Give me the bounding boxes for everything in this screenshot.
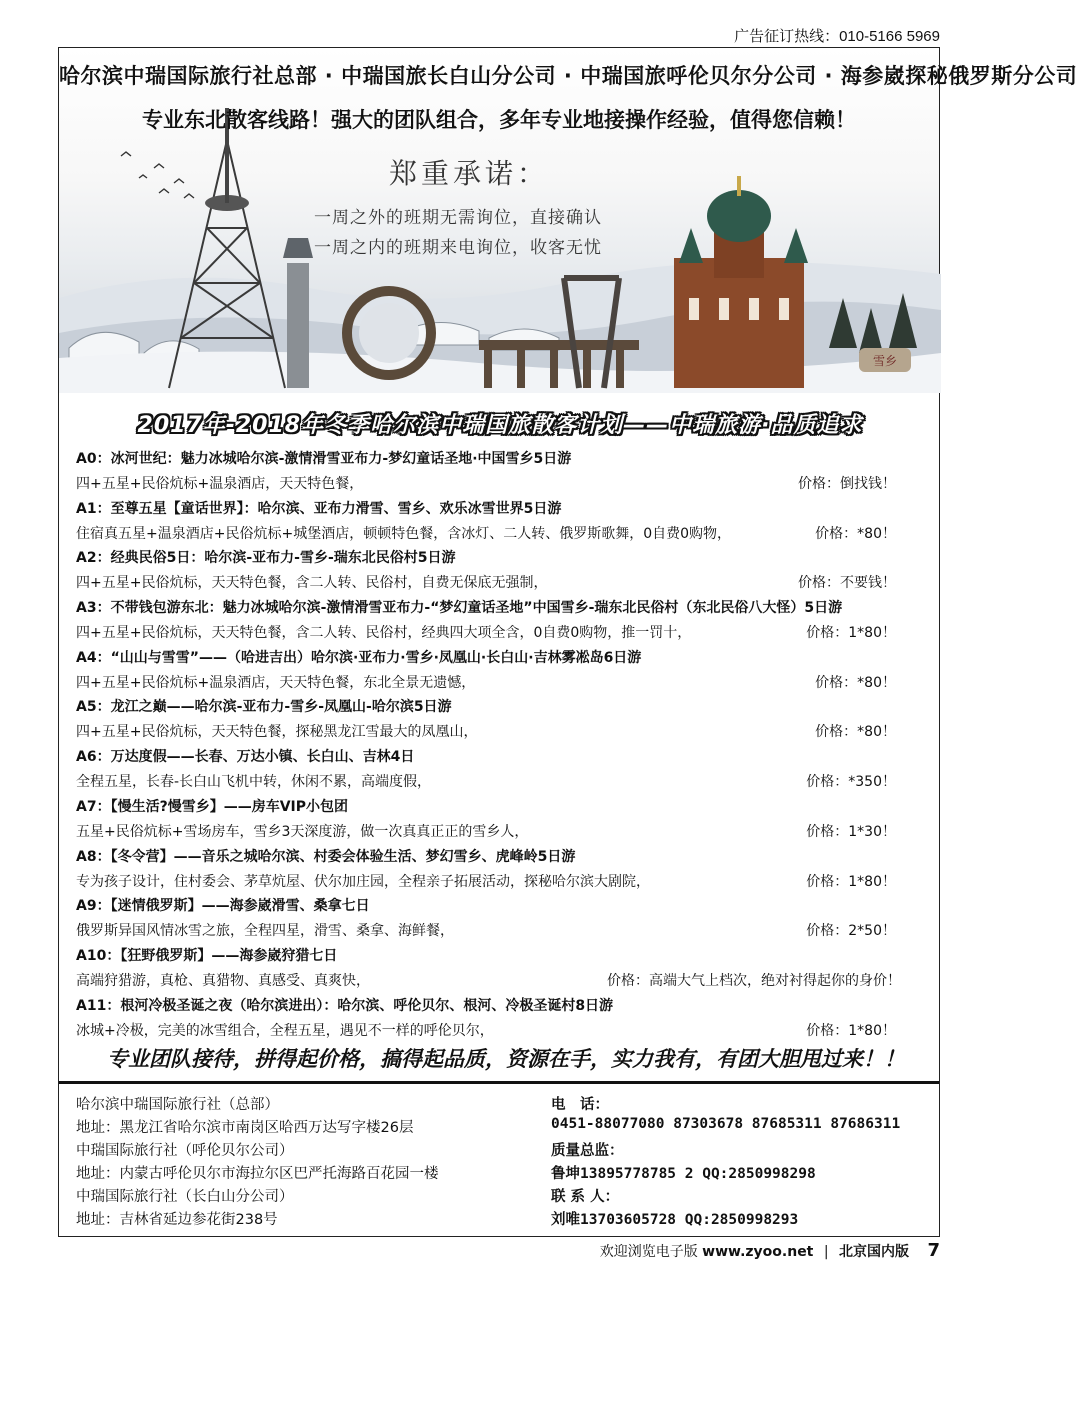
route-desc: 高端狩猎游，真枪、真猎物、真感受、真爽快，: [76, 972, 370, 989]
contact-person: 刘唯13703605728 QQ:2850998293: [551, 1212, 799, 1228]
route-price: 价格：*80！: [815, 525, 896, 542]
site-link[interactable]: www.zyoo.net: [702, 1244, 814, 1260]
route-item: [76, 895, 931, 945]
promise-title: 郑重承诺：: [389, 157, 550, 190]
company-line: 哈尔滨中瑞国际旅行社总部 · 中瑞国旅长白山分公司 · 中瑞国旅呼伦贝尔分公司 · 海参崴探秘俄罗斯分公司: [59, 64, 1077, 88]
phone-numbers: 0451-88077080 87303678 87685311 87686311: [551, 1116, 901, 1132]
office-address: 地址：黑龙江省哈尔滨市南岗区哈西万达写字楼26层: [76, 1120, 414, 1136]
contact-info: [551, 1093, 900, 1231]
route-price: 价格：高端大气上档次，绝对衬得起你的身价！: [607, 972, 901, 989]
office-name: 中瑞国际旅行社（呼伦贝尔公司）: [76, 1143, 294, 1159]
route-price: 价格：1*30！: [806, 823, 896, 840]
route-title: A3：不带钱包游东北：魅力冰城哈尔滨-激情滑雪亚布力-“梦幻童话圣地”中国雪乡-瑞东北民俗村（东北民俗八大怪）5日游: [76, 600, 843, 617]
route-item: [76, 796, 931, 846]
section-divider: [59, 1081, 939, 1084]
route-title: A6：万达度假——长春、万达小镇、长白山、吉林4日: [76, 749, 415, 766]
footer-separator: |: [823, 1244, 829, 1260]
route-price: 价格：1*80！: [806, 625, 896, 642]
route-price: 价格：*350！: [806, 774, 896, 791]
stone-inscription: 雪乡: [872, 354, 898, 368]
route-item: [76, 846, 931, 896]
closing-slogan: 专业团队接待，拼得起价格，搞得起品质，资源在手，实力我有，有团大胆甩过来！！: [107, 1047, 905, 1071]
route-item: [76, 696, 931, 746]
route-price: 价格：不要钱！: [798, 575, 896, 592]
route-title: A8：【冬令营】——音乐之城哈尔滨、村委会体验生活、梦幻雪乡、虎峰岭5日游: [76, 848, 576, 865]
contact-label: 联 系 人：: [551, 1189, 620, 1205]
route-desc: 俄罗斯异国风情冰雪之旅，全程四星，滑雪、桑拿、海鲜餐，: [76, 923, 454, 940]
route-desc: 五星+民俗炕标+雪场房车，雪乡3天深度游，做一次真真正正的雪乡人，: [76, 823, 529, 840]
office-addresses: [76, 1093, 439, 1231]
page-footer: [600, 1240, 940, 1261]
office-address: 地址：内蒙古呼伦贝尔市海拉尔区巴严托海路百花园一楼: [76, 1166, 439, 1182]
plan-banner: 2017年-2018年冬季哈尔滨中瑞国旅散客计划——中瑞旅游·品质追求: [137, 413, 863, 438]
office-name: 中瑞国际旅行社（长白山分公司）: [76, 1189, 294, 1205]
page-number: 7: [927, 1240, 940, 1261]
hero-banner: [59, 48, 1077, 393]
ad-frame: [58, 47, 1077, 1237]
route-item: [76, 945, 931, 995]
route-item: [76, 746, 931, 796]
route-list: [76, 448, 931, 1044]
route-title: A4：“山山与雪雪”——（哈进吉出）哈尔滨·亚布力·雪乡·凤凰山·长白山·吉林雾凇岛6日游: [76, 649, 642, 666]
route-title: A1：至尊五星【童话世界】：哈尔滨、亚布力滑雪、雪乡、欢乐冰雪世界5日游: [76, 500, 562, 517]
route-title: A9：【迷情俄罗斯】——海参崴滑雪、桑拿七日: [76, 898, 370, 915]
route-item: [76, 498, 931, 548]
route-desc: 专为孩子设计，住村委会、茅草炕屋、伏尔加庄园，全程亲子拓展活动，探秘哈尔滨大剧院，: [76, 873, 650, 890]
route-desc: 四+五星+民俗炕标，天天特色餐，探秘黑龙江雪最大的凤凰山，: [76, 724, 478, 741]
route-item: [76, 547, 931, 597]
promise-line-1: 一周之外的班期无需询位，直接确认: [314, 208, 602, 228]
route-title: A5：龙江之巅——哈尔滨-亚布力-雪乡-凤凰山-哈尔滨5日游: [76, 699, 452, 716]
route-desc: 四+五星+民俗炕标，天天特色餐，含二人转、民俗村，经典四大项全含，0自费0购物，推一罚十，: [76, 625, 692, 642]
route-desc: 冰城+冷极，完美的冰雪组合，全程五星，遇见不一样的呼伦贝尔，: [76, 1022, 494, 1039]
route-title: A2：经典民俗5日：哈尔滨-亚布力-雪乡-瑞东北民俗村5日游: [76, 550, 456, 567]
route-title: A10：【狂野俄罗斯】——海参崴狩猎七日: [76, 947, 338, 964]
ad-hotline: 广告征订热线：010-5166 5969: [734, 28, 940, 45]
route-title: A7：【慢生活?慢雪乡】——房车VIP小包团: [76, 798, 349, 815]
office-name: 哈尔滨中瑞国际旅行社（总部）: [76, 1097, 279, 1113]
promise-line-2: 一周之内的班期来电询位，收客无忧: [314, 238, 602, 258]
route-title: A0：冰河世纪：魅力冰城哈尔滨-激情滑雪亚布力-梦幻童话圣地·中国雪乡5日游: [76, 451, 572, 467]
route-price: 价格：1*80！: [806, 1022, 896, 1039]
route-item: [76, 647, 931, 697]
route-price: 价格：2*50！: [806, 923, 896, 940]
qa-label: 质量总监：: [551, 1143, 624, 1159]
route-price: 价格：1*80！: [806, 873, 896, 890]
route-desc: 四+五星+民俗炕标+温泉酒店，天天特色餐，东北全景无遗憾，: [76, 674, 476, 691]
phone-label: 电 话：: [551, 1097, 609, 1113]
edition-label: 北京国内版: [839, 1244, 910, 1260]
slogan: 专业东北散客线路！强大的团队组合，多年专业地接操作经验，值得您信赖！: [142, 107, 856, 132]
qa-contact: 鲁坤13895778785 2 QQ:2850998298: [551, 1166, 816, 1182]
route-desc: 四+五星+民俗炕标+温泉酒店，天天特色餐，: [76, 476, 364, 492]
route-price: 价格：*80！: [815, 724, 896, 741]
route-desc: 四+五星+民俗炕标，天天特色餐，含二人转、民俗村，自费无保底无强制，: [76, 575, 548, 592]
route-desc: 全程五星，长春-长白山飞机中转，休闲不累，高端度假，: [76, 774, 432, 791]
route-desc: 住宿真五星+温泉酒店+民俗炕标+城堡酒店，顿顿特色餐，含冰灯、二人转、俄罗斯歌舞，0自费0购物，: [76, 525, 732, 542]
route-item: [76, 597, 931, 647]
route-item: [76, 448, 931, 498]
office-address: 地址：吉林省延边参花街238号: [76, 1212, 278, 1228]
route-price: 价格：*80！: [815, 674, 896, 691]
route-price: 价格：倒找钱！: [798, 476, 896, 492]
route-title: A11：根河冷极圣诞之夜（哈尔滨进出）：哈尔滨、呼伦贝尔、根河、冷极圣诞村8日游: [76, 997, 614, 1014]
footer-text: 欢迎浏览电子版: [599, 1244, 698, 1260]
route-item: [76, 995, 931, 1045]
